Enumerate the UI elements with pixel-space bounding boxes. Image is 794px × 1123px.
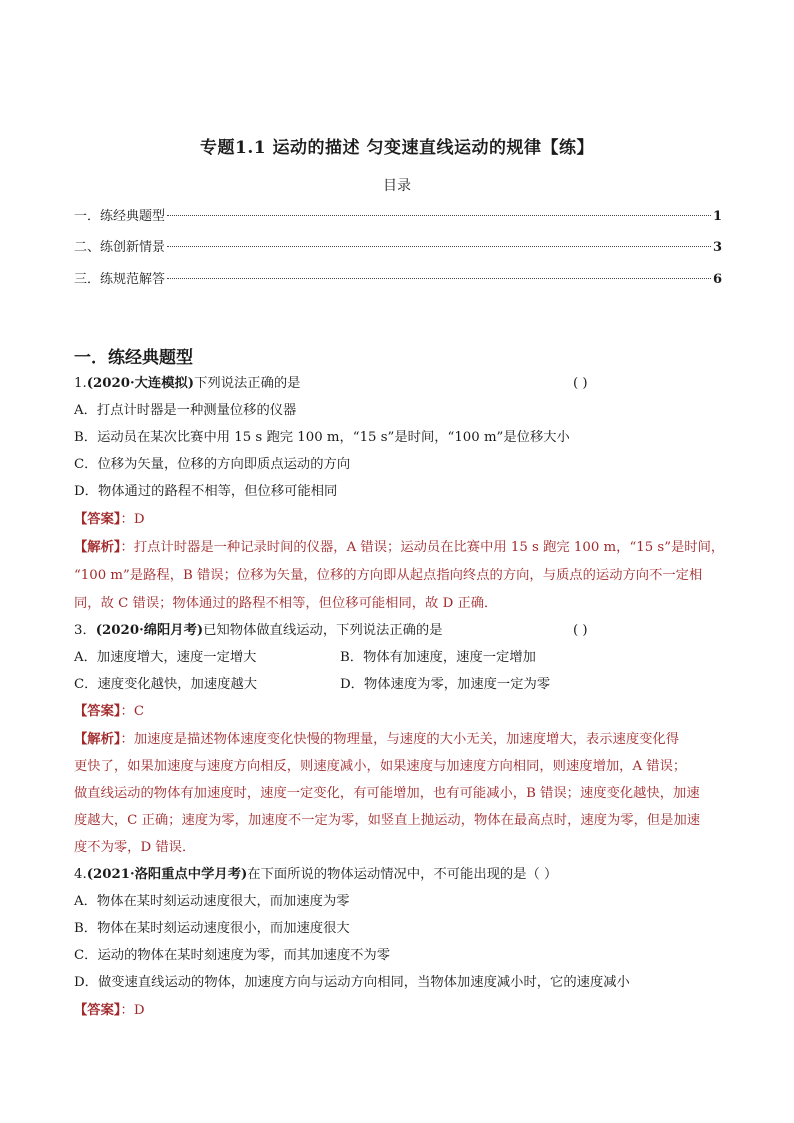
answer [74,510,145,530]
answer-label: 【答案】 [74,512,121,527]
answer-label: 【答案】 [74,704,121,719]
question-source: (2020·绵阳月考) [95,623,204,638]
option-b: B．运动员在某次比赛中用 15 s 跑完 100 m，“15 s”是时间，“100 m”是位移大小 [74,430,570,445]
analysis-label: 【解析】 [74,732,121,747]
answer-value: ：D [120,1003,145,1018]
question-text: 在下面所说的物体运动情况中，不可能出现的是（ ） [247,867,558,882]
question-number: 4. [74,867,87,882]
option-a: A．加速度增大，速度一定增大 [74,650,257,665]
answer-label: 【答案】 [74,1003,121,1018]
toc-item[interactable] [74,205,722,225]
option-b: B．物体有加速度，速度一定增加 [340,650,536,665]
option-a: A．物体在某时刻运动速度很大，而加速度为零 [74,894,350,909]
toc-leader [167,278,711,279]
analysis-line: 同，故 C 错误；物体通过的路程不相等，但位移可能相同，故 D 正确． [74,596,498,611]
option-b: B．物体在某时刻运动速度很小，而加速度很大 [74,921,350,936]
analysis-line: 度不为零，D 错误． [74,840,196,855]
answer-value: ：C [120,704,145,719]
analysis-line: 【解析】：打点计时器是一种记录时间的仪器，A 错误；运动员在比赛中用 15 s 跑完 100 m，“15 s”是时间， [74,540,725,555]
answer-blank: ( ) [573,376,588,391]
answer-value: ：D [120,512,145,527]
question-source: (2021·洛阳重点中学月考) [86,867,248,882]
toc-leader [167,215,711,216]
answer-blank: ( ) [573,623,588,638]
question-text: 下列说法正确的是 [194,376,301,391]
question-number: 3． [74,623,96,638]
analysis-line: 度越大，C 正确；速度为零，加速度不一定为零，如竖直上抛运动，物体在最高点时，速度为零，但是加速 [74,813,701,828]
toc-heading: 目录 [383,178,411,194]
toc-leader [167,246,711,247]
analysis-line: 做直线运动的物体有加速度时，速度一定变化，有可能增加，也有可能减小，B 错误；速度变化越快，加速 [74,786,700,801]
analysis-line: 更快了，如果加速度与速度方向相反，则速度减小，如果速度与加速度方向相同，则速度增加，A 错误； [74,759,687,774]
analysis-label: 【解析】 [74,540,121,555]
answer [74,702,144,722]
toc-item-page: 6 [712,272,722,287]
toc-item-label: 三．练规范解答 [74,272,166,287]
document-title: 专题1.1 运动的描述 匀变速直线运动的规律【练】 [200,138,594,158]
section-heading: 一．练经典题型 [74,348,193,368]
question-stem [74,621,443,641]
option-c: C．位移为矢量，位移的方向即质点运动的方向 [74,457,351,472]
option-c: C．速度变化越快，加速度越大 [74,677,258,692]
question-number: 1. [74,376,87,391]
analysis-line: “100 m”是路程，B 错误；位移为矢量，位移的方向即从起点指向终点的方向，与质点的运动方向不一定相 [74,568,703,583]
question-text: 已知物体做直线运动，下列说法正确的是 [203,623,443,638]
question-source: (2020·大连模拟) [86,376,195,391]
option-d: D．做变速直线运动的物体，加速度方向与运动方向相同，当物体加速度减小时，它的速度减小 [74,975,630,990]
question-stem [74,374,300,394]
option-c: C．运动的物体在某时刻速度为零，而其加速度不为零 [74,948,391,963]
option-d: D．物体通过的路程不相等，但位移可能相同 [74,484,338,499]
question-stem [74,865,557,885]
answer [74,1001,145,1021]
option-d: D．物体速度为零，加速度一定为零 [340,677,551,692]
toc-item[interactable] [74,268,722,288]
toc-item-label: 一．练经典题型 [74,209,166,224]
toc-item-page: 1 [712,209,722,224]
option-a: A．打点计时器是一种测量位移的仪器 [74,403,297,418]
toc-item-page: 3 [712,240,722,255]
analysis-line: 【解析】：加速度是描述物体速度变化快慢的物理量，与速度的大小无关，加速度增大，表示速度变化得 [74,732,680,747]
toc-item-label: 二、练创新情景 [74,240,166,255]
toc-item[interactable] [74,236,722,256]
